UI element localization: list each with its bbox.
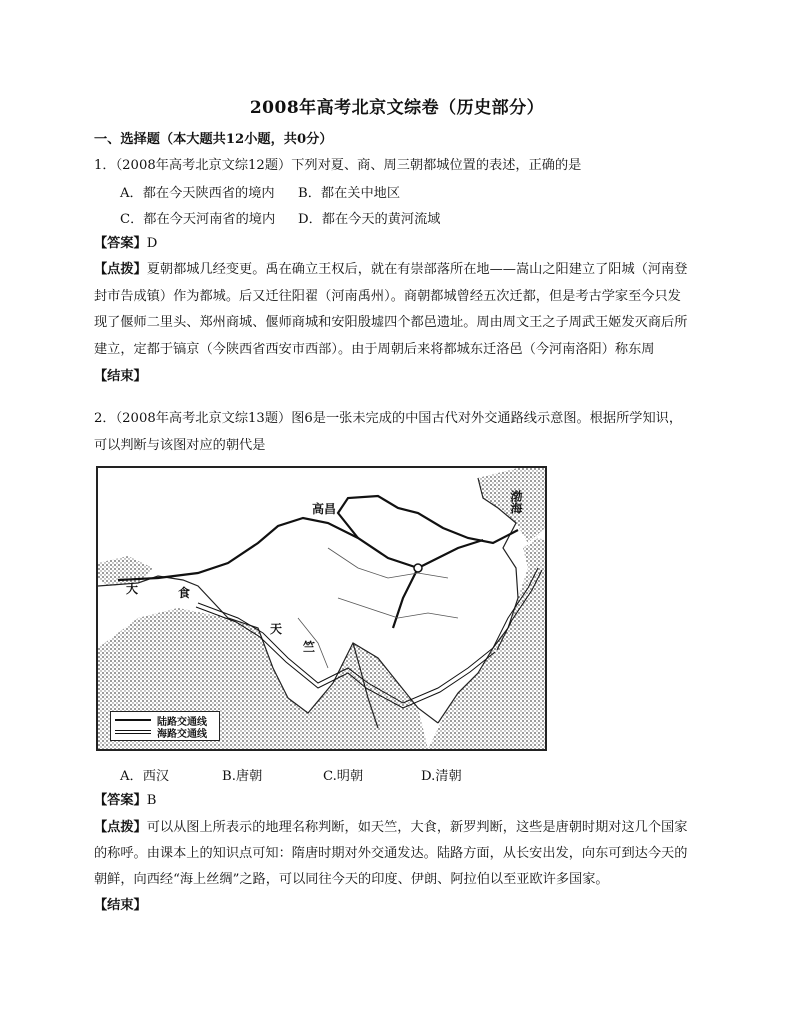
q2-option-c: C.明朝 xyxy=(323,769,364,784)
q2-hint-line-3: 朝鲜，向西经“海上丝绸”之路，可以同往今天的印度、伊朗、阿拉伯以至亚欧许多国家。 xyxy=(94,872,609,887)
trade-route-map xyxy=(96,466,547,751)
legend-sea-swatch xyxy=(115,730,151,734)
q1-answer xyxy=(94,235,714,253)
land-route-south xyxy=(393,568,418,628)
japan xyxy=(523,538,545,578)
q2-hint-line-2: 的称呼。由课本上的知识点可知：隋唐时期对外交通发达。陆路方面，从长安出发，向东可到达今天的 xyxy=(94,846,688,861)
q1-stem: 1．（2008年高考北京文综12题）下列对夏、商、周三朝都城位置的表述，正确的是 xyxy=(94,158,582,173)
q1-option-a: A．都在今天陕西省的境内 xyxy=(120,186,275,201)
q1-option-d: D．都在今天的黄河流域 xyxy=(298,212,441,227)
q2-hint-text-1: 可以从图上所表示的地理名称判断，如天竺，大食，新罗判断，这些是唐朝时期对这几个国家 xyxy=(146,820,688,835)
q2-hint-line-1 xyxy=(94,819,714,837)
legend-sea-row xyxy=(115,726,207,738)
changan-marker xyxy=(414,564,422,572)
legend-sea-label: 海路交通线 xyxy=(157,728,207,740)
q2-answer-value: B xyxy=(146,793,157,808)
land-route-east xyxy=(418,540,483,568)
q1-hint-line-3: 现了偃师二里头、郑州商城、偃师商城和安阳殷墟四个都邑遗址。周由周文王之子周武王姬发灭商后所 xyxy=(94,315,688,330)
q1-hint-line-4: 建立，定都于镐京（今陕西省西安市西部）。由于周朝后来将都城东迁洛邑（今河南洛阳）称东周 xyxy=(94,342,655,357)
q1-hint-text-1: 夏朝都城几经变更。禹在确立王权后，就在有崇部落所在地——嵩山之阳建立了阳城（河南登 xyxy=(146,262,688,277)
map-legend xyxy=(110,711,220,741)
label-tian: 天 xyxy=(270,622,283,636)
label-bohai: 渤海 xyxy=(509,490,523,514)
q1-hint-line-1 xyxy=(94,261,714,279)
q2-end-marker: 【结束】 xyxy=(94,898,147,913)
q2-answer-label: 【答案】 xyxy=(94,793,147,808)
label-zhu: 竺 xyxy=(303,640,316,654)
page-title: 2008年高考北京文综卷（历史部分） xyxy=(249,98,545,118)
label-shi: 食 xyxy=(178,586,191,600)
q2-option-d: D.清朝 xyxy=(421,769,462,784)
q1-answer-value: D xyxy=(146,236,158,251)
q1-option-c: C．都在今天河南省的境内 xyxy=(120,212,276,227)
q2-answer xyxy=(94,792,714,810)
q2-option-a: A．西汉 xyxy=(120,769,170,784)
q2-stem-line-1: 2．（2008年高考北京文综13题）图6是一张未完成的中国古代对外交通路线示意图。根据所学知识， xyxy=(94,411,683,426)
label-gaochang: 高昌 xyxy=(312,502,337,516)
q1-hint-label: 【点拨】 xyxy=(94,262,147,277)
legend-land-label: 陆路交通线 xyxy=(157,716,207,728)
legend-land-swatch xyxy=(115,719,151,721)
q2-stem-line-2: 可以判断与该图对应的朝代是 xyxy=(94,438,266,453)
q1-hint-line-2: 封市告成镇）作为都城。后又迁往阳翟（河南禹州）。商朝都城曾经五次迁都，但是考古学家至今只发 xyxy=(94,289,681,304)
q1-answer-label: 【答案】 xyxy=(94,236,147,251)
pacific-ocean xyxy=(428,548,545,749)
q1-option-b: B．都在关中地区 xyxy=(298,186,401,201)
land-route-silk-road xyxy=(118,518,418,580)
q2-hint-label: 【点拨】 xyxy=(94,820,147,835)
q2-option-b: B.唐朝 xyxy=(222,769,263,784)
q1-end-marker: 【结束】 xyxy=(94,369,147,384)
section-heading: 一、选择题（本大题共12小题，共0分） xyxy=(94,132,333,147)
label-da: 大 xyxy=(126,582,139,596)
